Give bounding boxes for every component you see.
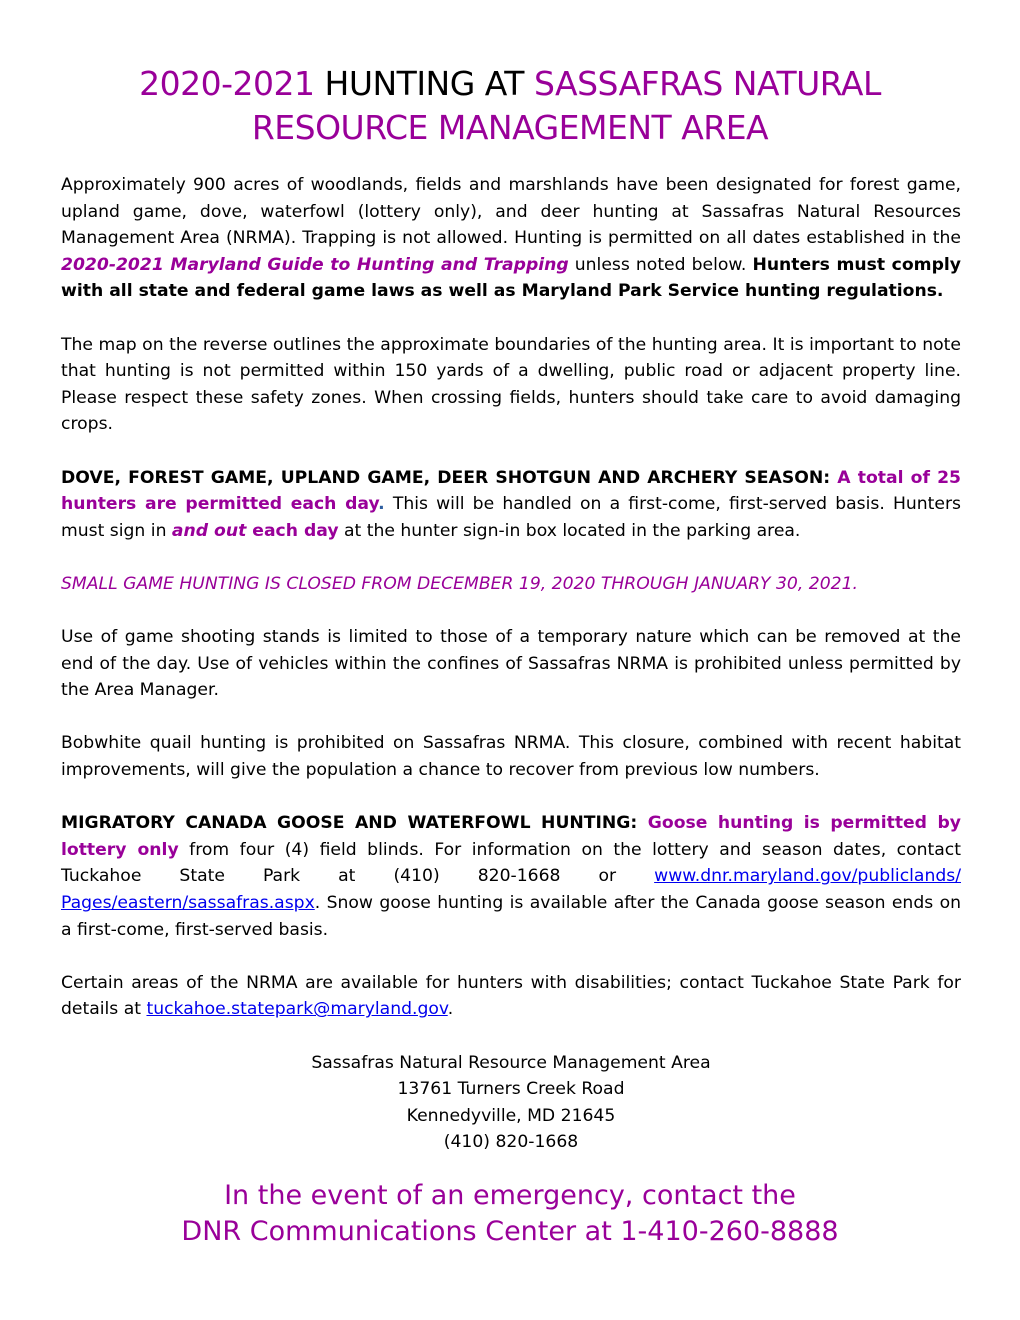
sassafras-link[interactable]: www.dnr.maryland.gov/publiclands/ Pages/eastern/sassafras.aspx bbox=[61, 866, 961, 914]
address-street: 13761 Turners Creek Road bbox=[397, 1079, 625, 1100]
page-title bbox=[0, 62, 1020, 150]
text: at the hunter sign-in box located in the parking area. bbox=[338, 520, 801, 541]
address-phone: (410) 820-1668 bbox=[443, 1132, 579, 1153]
goose-heading: MIGRATORY CANADA GOOSE AND WATERFOWL HUNTING: bbox=[61, 813, 638, 834]
text: This will be handled on a first-come, first-served basis. Hunters must sign in bbox=[61, 494, 962, 541]
each-day: each day bbox=[246, 520, 339, 541]
email-link[interactable]: tuckahoe.statepark@maryland.gov bbox=[146, 999, 448, 1020]
goose-paragraph bbox=[61, 810, 961, 943]
title-place-2: RESOURCE MANAGEMENT AREA bbox=[251, 108, 769, 147]
emergency-notice bbox=[0, 1178, 1020, 1250]
text: Certain areas of the NRMA are available for hunters with disabilities; contact Tuckahoe State Park for details at bbox=[61, 972, 961, 1020]
map-paragraph: The map on the reverse outlines the approximate boundaries of the hunting area. It is important to note that hunting is not permitted within 150 yards of a dwelling, public road or adjacent property line. Please respect these safety zones. When crossing fields, hunters should take care to avoid damaging crops. bbox=[61, 334, 961, 435]
title-place-1: SASSAFRAS NATURAL bbox=[533, 64, 881, 103]
text: Approximately 900 acres of woodlands, fields and marshlands have been designated for forest game, upland game, dove, waterfowl (lottery only), and deer hunting at Sassafras Natural Resources Management Area (NRMA). Trapping is not allowed. Hunting is permitted on all dates established in the bbox=[61, 175, 961, 249]
disabilities-paragraph bbox=[61, 970, 961, 1023]
address-city: Kennedyville, MD 21645 bbox=[406, 1105, 616, 1126]
guide-title: 2020-2021 Maryland Guide to Hunting and Trapping bbox=[61, 254, 569, 275]
intro-paragraph bbox=[61, 172, 961, 305]
text: unless noted below. bbox=[568, 254, 753, 275]
season-heading: DOVE, FOREST GAME, UPLAND GAME, DEER SHOTGUN AND ARCHERY SEASON: bbox=[61, 467, 831, 488]
closure-notice: SMALL GAME HUNTING IS CLOSED FROM DECEMBER 19, 2020 THROUGH JANUARY 30, 2021. bbox=[61, 573, 858, 594]
emergency-line-2: DNR Communications Center at 1-410-260-8888 bbox=[181, 1216, 839, 1247]
text: from four (4) field blinds. For information on the lottery and season dates, contact Tuckahoe State Park at (410) 820-1668 or bbox=[61, 839, 961, 887]
season-paragraph bbox=[61, 465, 961, 545]
quail-paragraph: Bobwhite quail hunting is prohibited on Sassafras NRMA. This closure, combined with recent habitat improvements, will give the population a chance to recover from previous low numbers. bbox=[61, 733, 961, 781]
stands-paragraph: Use of game shooting stands is limited to those of a temporary nature which can be removed at the end of the day. Use of vehicles within the confines of Sassafras NRMA is prohibited unless permitted by the Area Manager. bbox=[61, 627, 961, 701]
emergency-line-1: In the event of an emergency, contact the bbox=[224, 1180, 796, 1211]
text: . Snow goose hunting is available after the Canada goose season ends on a first-come, first-served basis. bbox=[61, 893, 961, 940]
goose-lottery: Goose hunting is permitted by lottery only bbox=[61, 813, 961, 860]
address-name: Sassafras Natural Resource Management Area bbox=[311, 1052, 711, 1073]
text: . bbox=[378, 494, 385, 515]
text: . bbox=[447, 999, 454, 1020]
regulations-notice: Hunters must comply with all state and federal game laws as well as Maryland Park Service hunting regulations. bbox=[61, 254, 961, 302]
hunter-limit: A total of 25 hunters are permitted each day bbox=[61, 467, 962, 515]
document-body bbox=[61, 172, 961, 1168]
address-block bbox=[61, 1050, 961, 1156]
and-out: and out bbox=[171, 520, 247, 541]
title-mid: HUNTING AT bbox=[314, 64, 534, 103]
title-year: 2020-2021 bbox=[139, 64, 315, 103]
